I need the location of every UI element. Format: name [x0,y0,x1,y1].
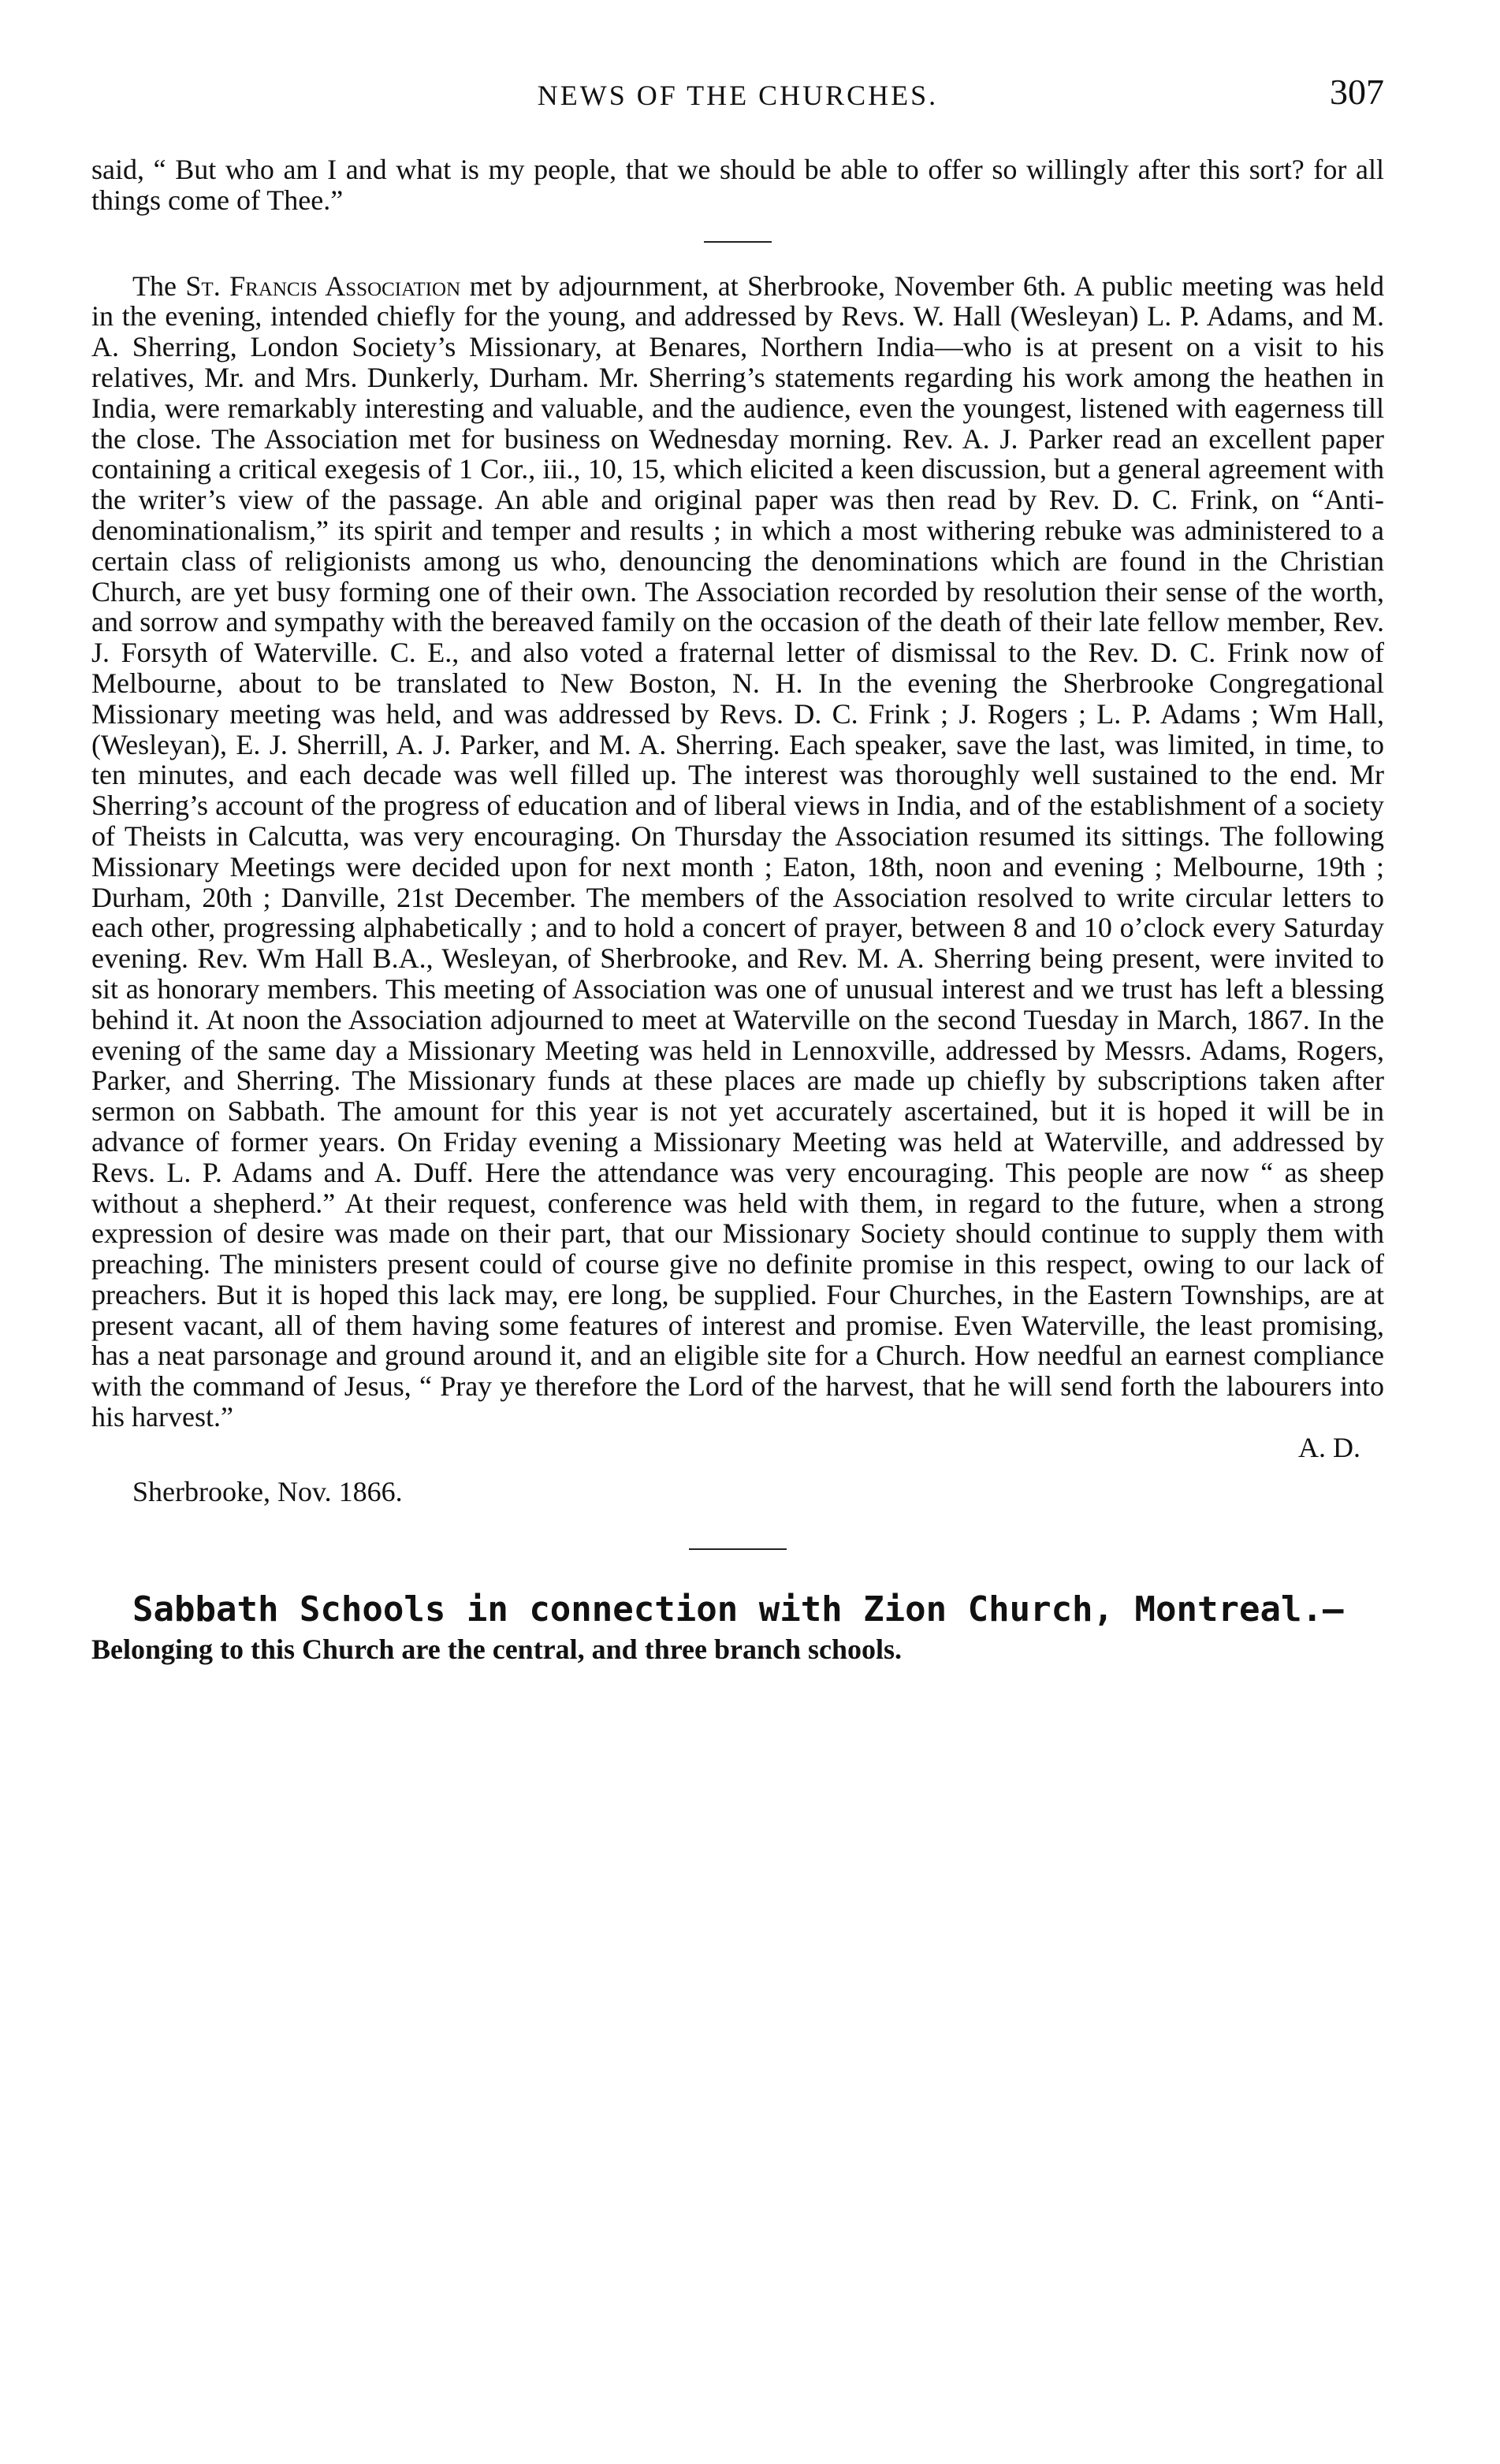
lead-in-word: The [132,269,177,302]
section-heading: Sabbath Schools in connection with Zion Church, Montreal.— [132,1589,1344,1630]
running-head [91,71,1384,118]
text-column [91,154,1384,1667]
signature: A. D. [1298,1431,1360,1463]
association-report-paragraph [91,271,1384,1433]
opening-paragraph: said, “ But who am I and what is my people, that we should be able to offer so willingly after this sort? for all things come of Thee.” [91,154,1384,216]
association-name: St. Francis Association [185,269,461,302]
section-divider-long [689,1548,787,1550]
next-section [91,1591,1384,1667]
page-number: 307 [1330,72,1384,112]
section-divider [704,241,772,243]
signature-row [91,1433,1384,1463]
running-title: NEWS OF THE CHURCHES. [537,80,939,111]
dateline: Sherbrooke, Nov. 1866. [132,1475,403,1507]
report-body: met by adjournment, at Sherbrooke, November 6th. A public meeting was held in the evening, intended chiefly for the young, and addressed by Revs. W. Hall (Wesleyan) L. P. Adams, and M. A. Sherring, London Society’s Missionary, at Benares, Northern India—who is at present on a visit to his relatives, Mr. and Mrs. Dunkerly, Durham. Mr. Sherring’s statements regarding his work among the heathen in India, were remarkably interesting and valuable, and the audience, even the youngest, listened with eagerness till the close. The Association met for business on Wednesday morning. Rev. A. J. Parker read an excellent paper containing a critical exegesis of 1 Cor., iii., 10, 15, which elicited a keen discussion, but a general agreement with the writer’s view of the passage. An able and original paper was then read by Rev. D. C. Frink, on “Anti-denominationalism,” its spirit and temper and results ; in which a most withering rebuke was administered to a certain class of religionists among us who, denouncing the denominations which are found in the Christian Church, are yet busy forming one of their own. The Association recorded by resolution their sense of the worth, and sorrow and sympathy with the bereaved family on the occasion of the death of their late fellow member, Rev. J. Forsyth of Waterville. C. E., and also voted a fraternal letter of dismissal to the Rev. D. C. Frink now of Melbourne, about to be translated to New Boston, N. H. In the evening the Sherbrooke Congregational Missionary meeting was held, and was addressed by Revs. D. C. Frink ; J. Rogers ; L. P. Adams ; Wm Hall, (Wesleyan), E. J. Sherrill, A. J. Parker, and M. A. Sherring. Each speaker, save the last, was limited, in time, to ten minutes, and each decade was well filled up. The interest was thoroughly well sustained to the end. Mr Sherring’s account of the progress of education and of liberal views in India, and of the establishment of a society of Theists in Calcutta, was very encouraging. On Thursday the Association resumed its sittings. The following Missionary Meetings were decided upon for next month ; Eaton, 18th, noon and evening ; Melbourne, 19th ; Durham, 20th ; Danville, 21st December. The members of the Association resolved to write circular letters to each other, progressing alphabetically ; and to hold a concert of prayer, between 8 and 10 o’clock every Saturday evening. Rev. Wm Hall B.A., Wesleyan, of Sherbrooke, and Rev. M. A. Sherring being present, were invited to sit as honorary members. This meeting of Association was one of unusual interest and we trust has left a blessing behind it. At noon the Association adjourned to meet at Waterville on the second Tuesday in March, 1867. In the evening of the same day a Missionary Meeting was held in Lennoxville, addressed by Messrs. Adams, Rogers, Parker, and Sherring. The Missionary funds at these places are made up chiefly by subscriptions taken after sermon on Sabbath. The amount for this year is not yet accurately ascertained, but it is hoped it will be in advance of former years. On Friday evening a Missionary Meeting was held at Waterville, and addressed by Revs. L. P. Adams and A. Duff. Here the attendance was very encouraging. This people are now “ as sheep without a shepherd.” At their request, conference was held with them, in regard to the future, when a strong expression of desire was made on their part, that our Missionary Society should continue to supply them with preaching. The ministers present could of course give no definite promise in this respect, owing to our lack of preachers. But it is hoped this lack may, ere long, be supplied. Four Churches, in the Eastern Townships, are at present vacant, all of them having some features of interest and promise. Even Waterville, the least promising, has a neat parsonage and ground around it, and an eligible site for a Church. How needful an earnest compliance with the command of Jesus, “ Pray ye therefore the Lord of the harvest, that he will send forth the labourers into his harvest.” [91,269,1385,1433]
section-body: Belonging to this Church are the central, and three branch schools. [91,1633,903,1665]
